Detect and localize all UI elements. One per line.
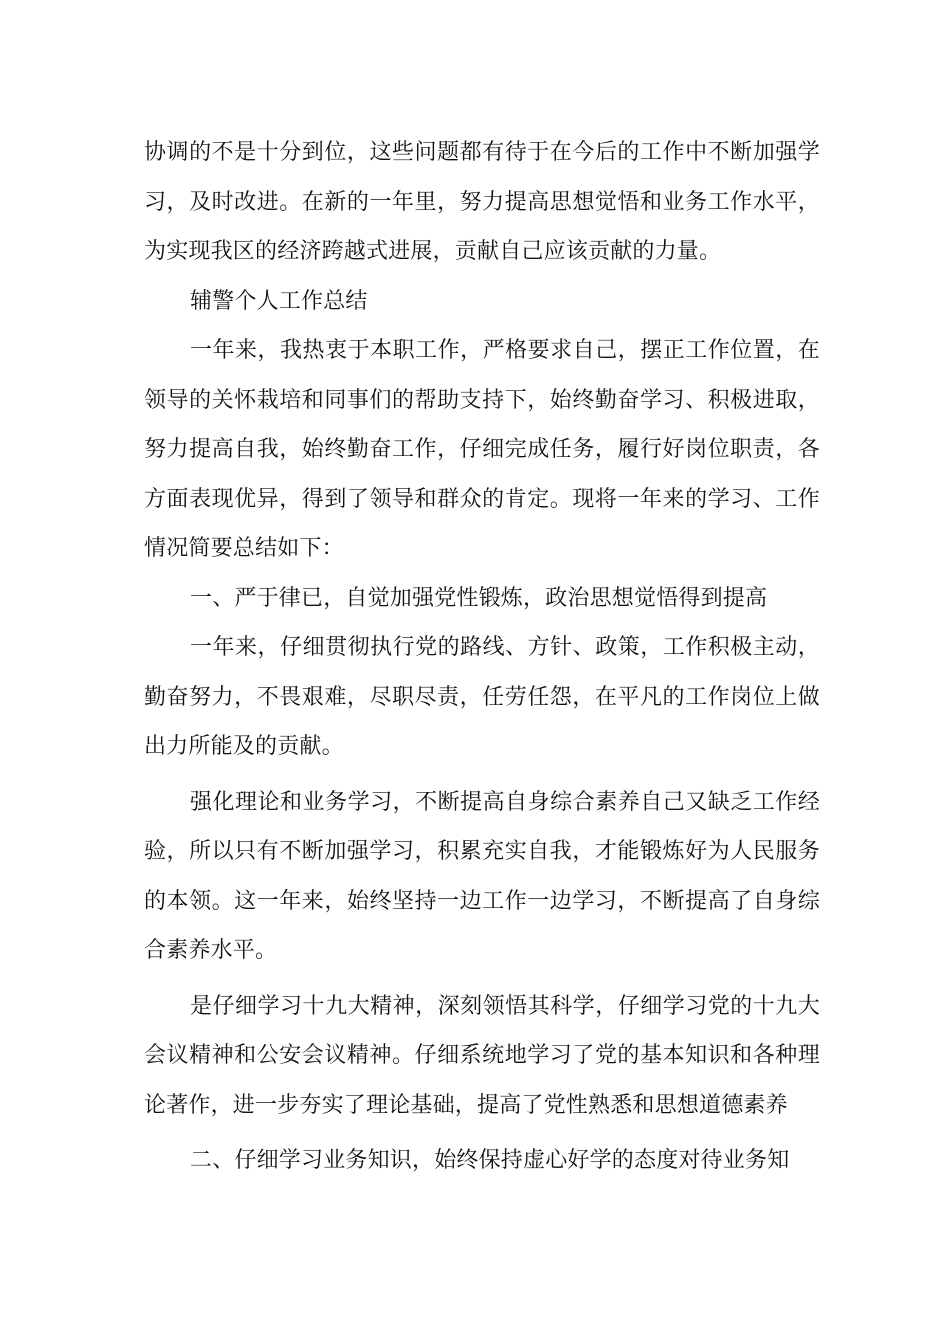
paragraph-7: 是仔细学习十九大精神，深刻领悟其科学，仔细学习党的十九大会议精神和公安会议精神。仔细系统地学习了党的基本知识和各种理论著作，进一步夯实了理论基础，提高了党性熟悉和思想道德素养	[144, 993, 820, 1118]
paragraph-5: 一年来，仔细贯彻执行党的路线、方针、政策，工作积极主动，勤奋努力，不畏艰难，尽职尽责，任劳任怨，在平凡的工作岗位上做出力所能及的贡献。	[144, 635, 820, 759]
paragraph-3: 一年来，我热衷于本职工作，严格要求自己，摆正工作位置，在领导的关怀栽培和同事们的帮助支持下，始终勤奋学习、积极进取，努力提高自我，始终勤奋工作，仔细完成任务，履行好岗位职责，各方面表现优异，得到了领导和群众的肯定。现将一年来的学习、工作情况简要总结如下：	[144, 338, 820, 561]
paragraph-heading-title: 辅警个人工作总结	[190, 288, 368, 314]
document-body	[144, 128, 820, 1186]
paragraph-6: 强化理论和业务学习，不断提高自身综合素养自己又缺乏工作经验，所以只有不断加强学习，积累充实自我，才能锻炼好为人民服务的本领。这一年来，始终坚持一边工作一边学习，不断提高了自身综合素养水平。	[144, 789, 820, 963]
paragraph-section-1-heading: 一、严于律已，自觉加强党性锻炼，政治思想觉悟得到提高	[190, 585, 768, 611]
paragraph-1: 协调的不是十分到位，这些问题都有待于在今后的工作中不断加强学习，及时改进。在新的一年里，努力提高思想觉悟和业务工作水平，为实现我区的经济跨越式进展，贡献自己应该贡献的力量。	[144, 140, 820, 264]
paragraph-section-2-heading: 二、仔细学习业务知识，始终保持虚心好学的态度对待业务知	[190, 1148, 790, 1173]
